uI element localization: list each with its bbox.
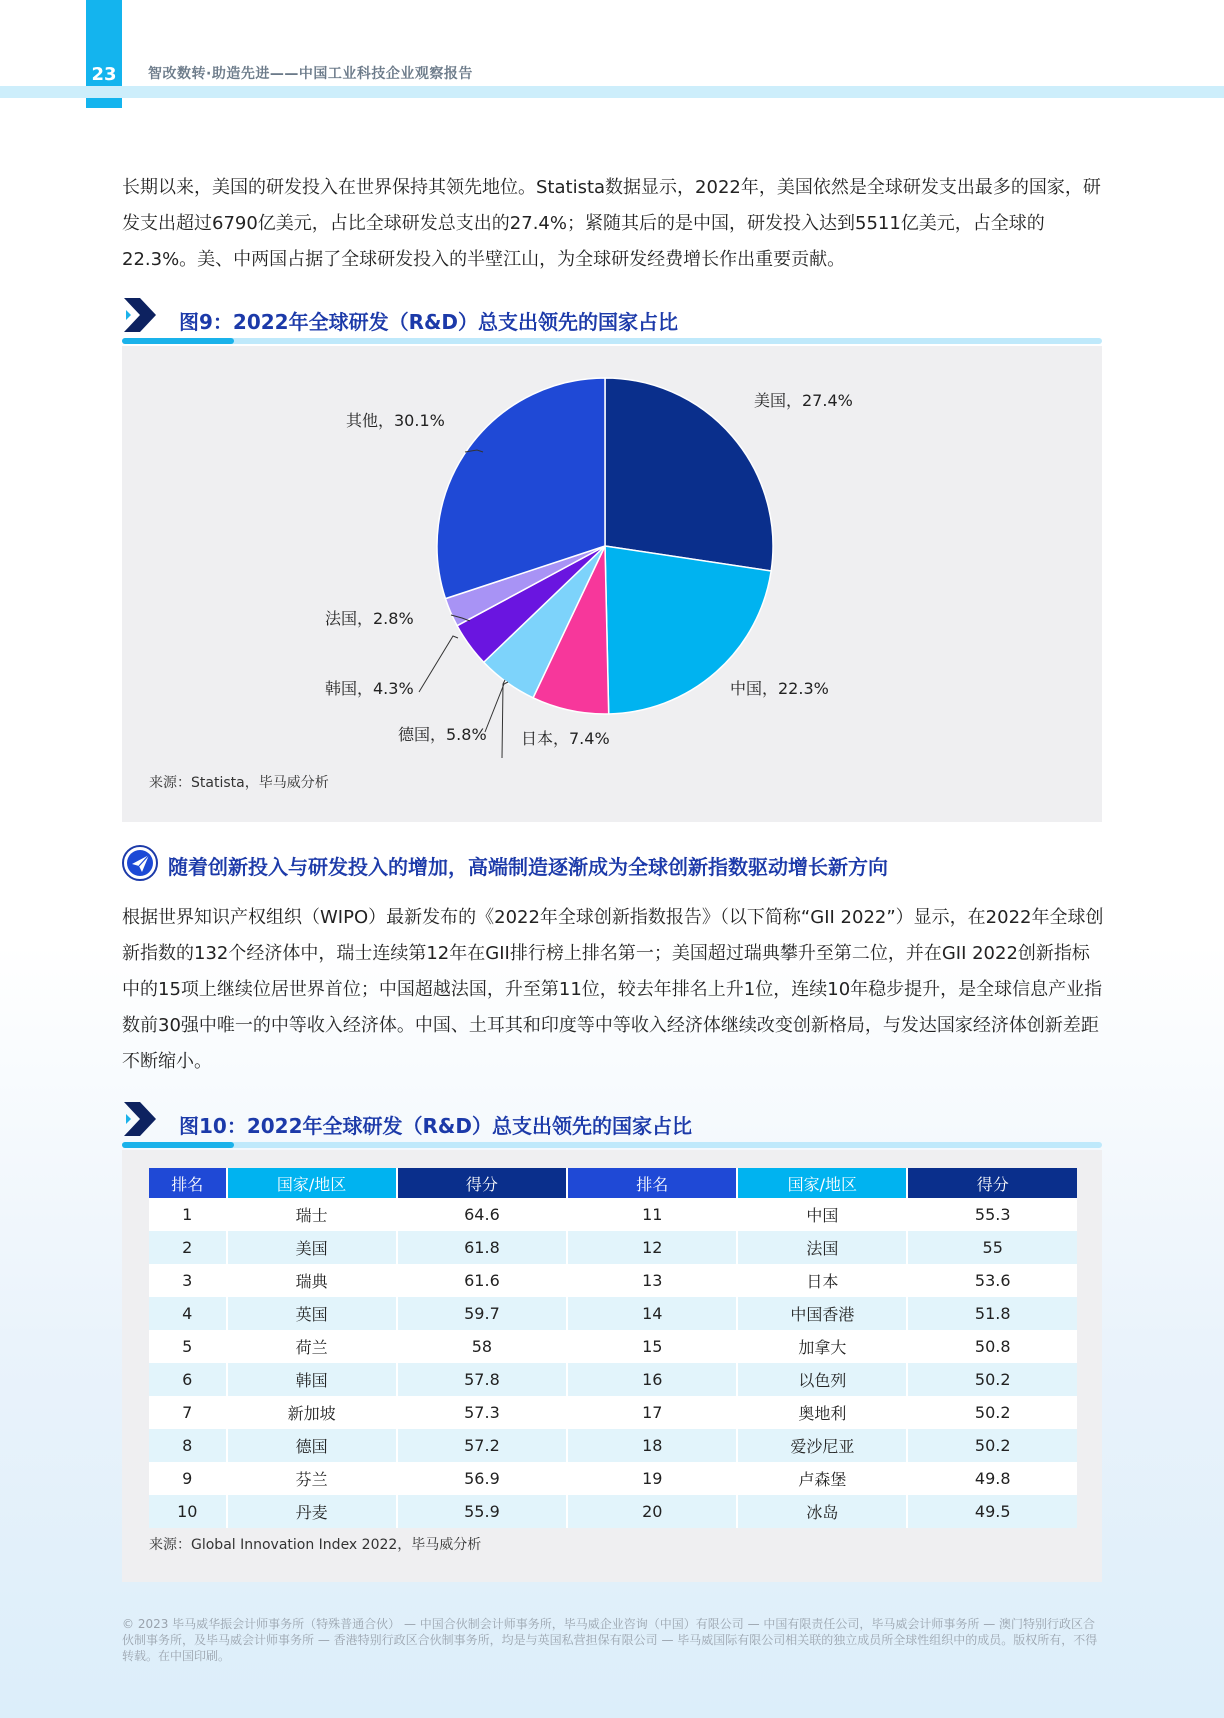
table-row [149, 1462, 1077, 1495]
column-header-country: 国家/地区 [228, 1168, 398, 1198]
cell-score: 58 [398, 1330, 569, 1363]
cell-rank: 14 [568, 1297, 738, 1330]
cell-score: 56.9 [398, 1462, 569, 1495]
cell-country: 新加坡 [228, 1396, 398, 1429]
cell-rank: 11 [568, 1198, 738, 1231]
cell-score: 61.8 [398, 1231, 569, 1264]
figure9-source: 来源：Statista，毕马威分析 [149, 775, 329, 791]
column-header-country: 国家/地区 [738, 1168, 908, 1198]
cell-rank: 1 [149, 1198, 228, 1231]
cell-score: 55.9 [398, 1495, 569, 1528]
cell-score: 49.5 [908, 1495, 1077, 1528]
cell-score: 50.2 [908, 1396, 1077, 1429]
cell-rank: 3 [149, 1264, 228, 1297]
cell-rank: 2 [149, 1231, 228, 1264]
cell-score: 59.7 [398, 1297, 569, 1330]
cell-country: 丹麦 [228, 1495, 398, 1528]
cell-rank: 12 [568, 1231, 738, 1264]
section-title: 随着创新投入与研发投入的增加，高端制造逐渐成为全球创新指数驱动增长新方向 [168, 855, 888, 879]
figure9-title: 图9：2022年全球研发（R&D）总支出领先的国家占比 [179, 310, 679, 334]
table-row [149, 1297, 1077, 1330]
chevron-arrow-icon [122, 296, 162, 334]
figure9-panel [122, 346, 1102, 822]
cell-score: 57.2 [398, 1429, 569, 1462]
chevron-arrow-icon [122, 1100, 162, 1138]
pie-label-others: 其他，30.1% [346, 411, 445, 430]
cell-rank: 13 [568, 1264, 738, 1297]
figure9-underline-accent [122, 338, 234, 344]
pie-label-germany: 德国，5.8% [398, 725, 487, 744]
cell-country: 英国 [228, 1297, 398, 1330]
cell-rank: 5 [149, 1330, 228, 1363]
cell-country: 美国 [228, 1231, 398, 1264]
cell-score: 53.6 [908, 1264, 1077, 1297]
cell-rank: 15 [568, 1330, 738, 1363]
pie-slice-us [605, 378, 773, 571]
cell-rank: 19 [568, 1462, 738, 1495]
cell-score: 50.2 [908, 1429, 1077, 1462]
cell-score: 49.8 [908, 1462, 1077, 1495]
figure10-underline-accent [122, 1142, 234, 1148]
table-row [149, 1495, 1077, 1528]
cell-country: 爱沙尼亚 [738, 1429, 908, 1462]
column-header-rank: 排名 [568, 1168, 738, 1198]
header-band [0, 86, 1224, 98]
pie-label-china: 中国，22.3% [730, 679, 829, 698]
cell-country: 瑞典 [228, 1264, 398, 1297]
cell-rank: 7 [149, 1396, 228, 1429]
cell-country: 瑞士 [228, 1198, 398, 1231]
table-row [149, 1198, 1077, 1231]
cell-score: 64.6 [398, 1198, 569, 1231]
cell-country: 德国 [228, 1429, 398, 1462]
cell-score: 50.8 [908, 1330, 1077, 1363]
cell-rank: 20 [568, 1495, 738, 1528]
cell-score: 50.2 [908, 1363, 1077, 1396]
table-row [149, 1330, 1077, 1363]
cell-country: 中国香港 [738, 1297, 908, 1330]
cell-country: 冰岛 [738, 1495, 908, 1528]
cell-score: 57.3 [398, 1396, 569, 1429]
cell-score: 55 [908, 1231, 1077, 1264]
cell-rank: 9 [149, 1462, 228, 1495]
leader-line-germany [485, 682, 508, 732]
cell-score: 61.6 [398, 1264, 569, 1297]
section-paragraph: 根据世界知识产权组织（WIPO）最新发布的《2022年全球创新指数报告》（以下简称“GII 2022”）显示，在2022年全球创新指数的132个经济体中，瑞士连续第12年在GII排行榜上排名第一；美国超过瑞典攀升至第二位，并在GII 2022创新指标中的15项上继续位居世界首位；中国超越法国，升至第11位，较去年排名上升1位，连续10年稳步提升，是全球信息产业指数前30强中唯一的中等收入经济体。中国、土耳其和印度等中等收入经济体继续改变创新格局，与发达国家经济体创新差距不断缩小。 [122, 907, 1104, 1072]
cell-country: 中国 [738, 1198, 908, 1231]
pie-chart [122, 346, 1102, 822]
table-row [149, 1264, 1077, 1297]
column-header-score: 得分 [908, 1168, 1077, 1198]
cell-rank: 17 [568, 1396, 738, 1429]
cell-country: 韩国 [228, 1363, 398, 1396]
cell-country: 加拿大 [738, 1330, 908, 1363]
cell-country: 卢森堡 [738, 1462, 908, 1495]
cell-country: 日本 [738, 1264, 908, 1297]
pie-label-korea: 韩国，4.3% [325, 679, 414, 698]
cell-score: 57.8 [398, 1363, 569, 1396]
table-row [149, 1396, 1077, 1429]
cell-rank: 10 [149, 1495, 228, 1528]
pie-label-us: 美国，27.4% [754, 391, 853, 410]
cell-country: 法国 [738, 1231, 908, 1264]
figure10-source: 来源：Global Innovation Index 2022，毕马威分析 [149, 1537, 482, 1553]
cell-country: 芬兰 [228, 1462, 398, 1495]
paper-plane-icon [122, 845, 162, 885]
table-row [149, 1231, 1077, 1264]
copyright-footer: © 2023 毕马威华振会计师事务所（特殊普通合伙） — 中国合伙制会计师事务所，毕马威企业咨询（中国）有限公司 — 中国有限责任公司，毕马威会计师事务所 — 澳门特别行政区合伙制事务所，及毕马威会计师事务所 — 香港特别行政区合伙制事务所，均是与英国私营担保有限公司 — 毕马威国际有限公司相关联的独立成员所全球性组织中的成员。版权所有，不得转载。在中国印刷。 [122, 1617, 1098, 1663]
leader-line-korea [419, 636, 458, 692]
cell-country: 荷兰 [228, 1330, 398, 1363]
pie-label-france: 法国，2.8% [325, 609, 414, 628]
cell-rank: 8 [149, 1429, 228, 1462]
page-number: 23 [91, 64, 117, 85]
ranking-table [149, 1168, 1077, 1528]
leader-line-japan [502, 680, 505, 758]
cell-score: 51.8 [908, 1297, 1077, 1330]
cell-country: 奥地利 [738, 1396, 908, 1429]
cell-score: 55.3 [908, 1198, 1077, 1231]
table-row [149, 1363, 1077, 1396]
cell-rank: 18 [568, 1429, 738, 1462]
figure9-underline [122, 338, 1102, 344]
figure10-heading [122, 1100, 1102, 1150]
intro-paragraph: 长期以来，美国的研发投入在世界保持其领先地位。Statista数据显示，2022年，美国依然是全球研发支出最多的国家，研发支出超过6790亿美元，占比全球研发总支出的27.4%；紧随其后的是中国，研发投入达到5511亿美元，占全球的22.3%。美、中两国占据了全球研发投入的半壁江山，为全球研发经费增长作出重要贡献。 [122, 177, 1101, 270]
figure10-underline [122, 1142, 1102, 1148]
cell-rank: 16 [568, 1363, 738, 1396]
report-title: 智改数转·助造先进——中国工业科技企业观察报告 [148, 66, 473, 82]
figure10-title: 图10：2022年全球研发（R&D）总支出领先的国家占比 [179, 1114, 692, 1138]
figure9-heading [122, 296, 1102, 346]
cell-country: 以色列 [738, 1363, 908, 1396]
table-header-row [149, 1168, 1077, 1198]
pie-label-japan: 日本，7.4% [521, 729, 610, 748]
cell-rank: 6 [149, 1363, 228, 1396]
table-row [149, 1429, 1077, 1462]
column-header-rank: 排名 [149, 1168, 228, 1198]
cell-rank: 4 [149, 1297, 228, 1330]
column-header-score: 得分 [398, 1168, 569, 1198]
